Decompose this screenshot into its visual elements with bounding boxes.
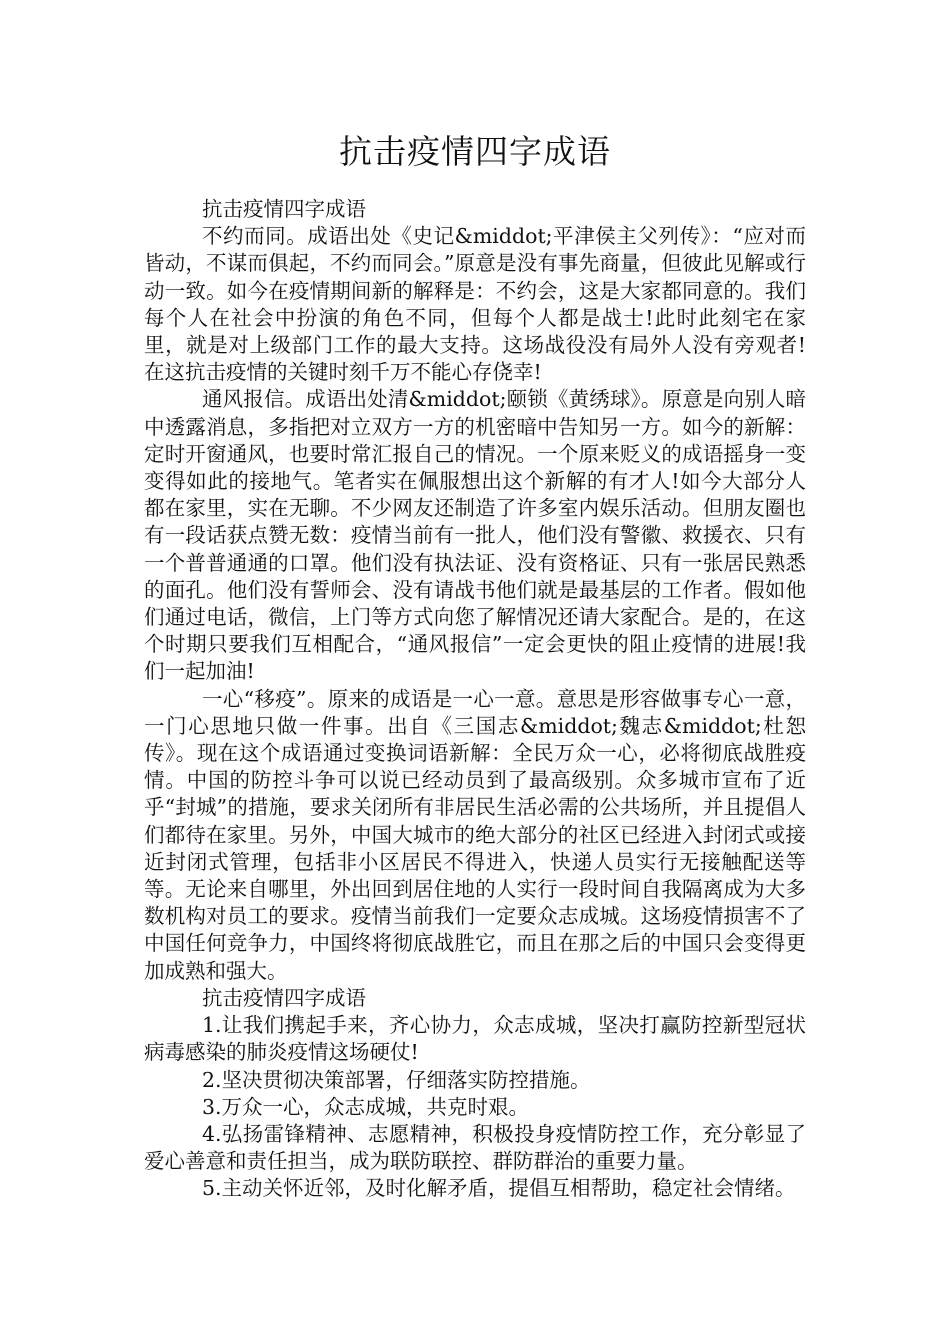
paragraph-section-heading: 抗击疫情四字成语 (202, 197, 366, 221)
document-title: 抗击疫情四字成语 (339, 132, 611, 171)
list-item-4: 4.弘扬雷锋精神、志愿精神，积极投身疫情防控工作，充分彰显了爱心善意和责任担当，成为联防联控、群防群治的重要力量。 (144, 1121, 806, 1174)
paragraph-buyue-ertong: 不约而同。成语出处《史记&middot;平津侯主父列传》：“应对而皆动，不谋而俱起，不约而同会。”原意是没有事先商量，但彼此见解或行动一致。如今在疫情期间新的解释是：不约会，这是大家都同意的。我们每个人在社会中扮演的角色不同，但每个人都是战士!此时此刻宅在家里，就是对上级部门工作的最大支持。这场战役没有局外人没有旁观者!在这抗击疫情的关键时刻千万不能心存侥幸! (144, 224, 806, 385)
document-body (144, 196, 806, 1203)
paragraph-list-heading: 抗击疫情四字成语 (202, 985, 366, 1010)
list-item-5: 5.主动关怀近邻，及时化解矛盾，提倡互相帮助，稳定社会情绪。 (202, 1176, 796, 1201)
document-page (144, 0, 806, 1203)
paragraph-tongfeng-baoxin: 通风报信。成语出处清&middot;颐锁《黄绣球》。原意是向别人暗中透露消息，多指把对立双方一方的机密暗中告知另一方。如今的新解：定时开窗通风，也要时常汇报自己的情况。一个原来贬义的成语摇身一变变得如此的接地气。笔者实在佩服想出这个新解的有才人!如今大部分人都在家里，实在无聊。不少网友还制造了许多室内娱乐活动。但朋友圈也有一段话获点赞无数：疫情当前有一批人，他们没有警徽、救援衣、只有一个普普通通的口罩。他们没有执法证、没有资格证、只有一张居民熟悉的面孔。他们没有誓师会、没有请战书他们就是最基层的工作者。假如他们通过电话，微信，上门等方式向您了解情况还请大家配合。是的，在这个时期只要我们互相配合，“通风报信”一定会更快的阻止疫情的进展!我们一起加油! (144, 387, 806, 684)
list-item-1: 1.让我们携起手来，齐心协力，众志成城，坚决打赢防控新型冠状病毒感染的肺炎疫情这场硬仗! (144, 1013, 806, 1065)
paragraph-yixin-yiyi: 一心“移疫”。原来的成语是一心一意。意思是形容做事专心一意，一门心思地只做一件事。出自《三国志&middot;魏志&middot;杜恕传》。现在这个成语通过变换词语新解：全民万众一心，必将彻底战胜疫情。中国的防控斗争可以说已经动员到了最高级别。众多城市宣布了近乎“封城”的措施，要求关闭所有非居民生活必需的公共场所，并且提倡人们都待在家里。另外，中国大城市的绝大部分的社区已经进入封闭式或接近封闭式管理，包括非小区居民不得进入，快递人员实行无接触配送等等。无论来自哪里，外出回到居住地的人实行一段时间自我隔离成为大多数机构对员工的要求。疫情当前我们一定要众志成城。这场疫情损害不了中国任何竞争力，中国终将彻底战胜它，而且在那之后的中国只会变得更加成熟和强大。 (144, 686, 806, 983)
list-item-2: 2.坚决贯彻决策部署，仔细落实防控措施。 (202, 1067, 591, 1092)
list-item-3: 3.万众一心，众志成城，共克时艰。 (202, 1094, 530, 1119)
